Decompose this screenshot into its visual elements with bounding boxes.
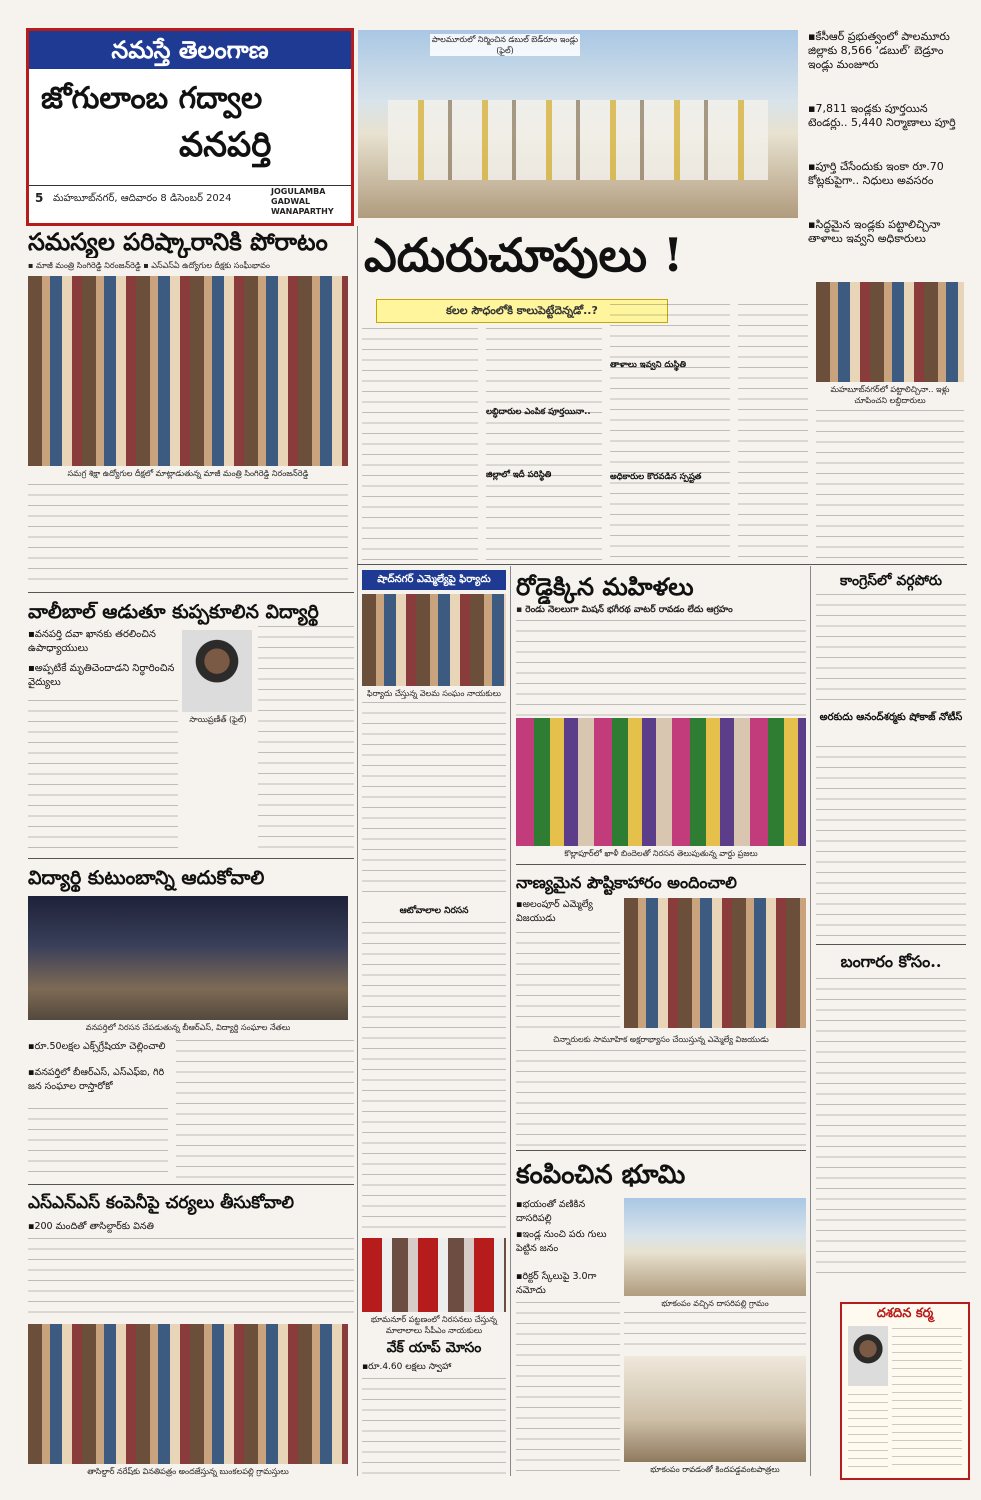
story7-bullet: ▪ ఇండ్ల నుంచి పరు గులు పెట్టిన జనం xyxy=(516,1228,616,1268)
ad-title: దశదిన కర్మ xyxy=(876,1306,934,1321)
story5-photo xyxy=(516,718,806,846)
divider xyxy=(516,864,806,865)
story5-photo-caption: కొల్లాపూర్‌లో ఖాళీ బిందెలతో నిరసన తెలుపుతున్న వార్డు ప్రజలు xyxy=(564,849,758,858)
column-divider xyxy=(510,566,511,1476)
story2-headline: వాలీబాల్ ఆడుతూ కుప్పకూలిన విద్యార్థి xyxy=(28,601,319,623)
story1-photo xyxy=(28,276,348,466)
lead-subhead: తాళాలు ఇవ్వని దుస్థితి xyxy=(610,360,686,370)
story3-photo-caption: వనపర్తిలో నిరసన చేపడుతున్న బీఆర్ఎస్, విద్యార్థి సంఘాల నేతలు xyxy=(85,1023,291,1032)
story-complaint-subhead: ఆటోవాలాల నిరసన xyxy=(399,906,469,916)
story2-bullet: ▪ అప్పటికే మృతిచెందాడని నిర్ధారించిన వైద్యులు xyxy=(28,662,178,692)
story7-photo1 xyxy=(624,1198,806,1296)
lead-subhead: లబ్ధిదారుల ఎంపిక పూర్తయినా.. xyxy=(486,407,591,417)
story3-headline: విద్యార్థి కుటుంబాన్ని ఆదుకోవాలి xyxy=(28,867,265,889)
story3-bullet: ▪ రూ.50లక్షల ఎక్స్‌గ్రేషియా చెల్లించాలి xyxy=(28,1040,168,1068)
story3-bullet: ▪ వనపర్తిలో బీఆర్ఎస్, ఎస్ఎఫ్ఐ, గిరి జన సంఘాల రాస్తారోకో xyxy=(28,1066,168,1108)
story7-photo1-caption: భూకంపం వచ్చిన దాసరిపల్లి గ్రామం xyxy=(661,1299,769,1308)
story4-body xyxy=(28,1238,354,1320)
story2-photo-caption: సాయిప్రణీత్ (ఫైల్) xyxy=(189,715,247,724)
story3-body-right xyxy=(176,1040,354,1180)
lead-subhead: అధికారుల కొరవడిన స్పష్టత xyxy=(610,472,702,482)
story4-photo xyxy=(28,1324,348,1464)
story2-photo xyxy=(182,630,252,712)
story5-headline: రోడ్డెక్కిన మహిళలు xyxy=(516,572,694,601)
story7-bullet: ▪ రిక్టర్ స్కేలుపై 3.0గా నమోదు xyxy=(516,1270,616,1298)
story1-body xyxy=(28,484,348,588)
lead-side-photo-caption: మహబూబ్‌నగర్‌లో పట్టాలిచ్చినా.. ఇళ్లు చూపించని లబ్ధిదారులు xyxy=(830,385,950,405)
story7-photo2-caption: భూకంపం రావడంతో కిందపడ్డవంటపాత్రలు xyxy=(650,1465,780,1474)
story-complaint-body xyxy=(362,702,506,900)
paper-name: నమస్తే తెలంగాణ xyxy=(29,31,351,69)
story4-bullet: ▪ 200 మందితో తాసిల్దార్‌కు వినతి xyxy=(28,1220,168,1236)
story2-body-right xyxy=(258,626,354,852)
lead-sidebar-point: ▪ పూర్తి చేసేందుకు ఇంకా రూ.70 కోట్లకుపైగా.. నిధులు అవసరం xyxy=(808,160,958,208)
story7-body-left xyxy=(516,1302,620,1476)
story6-photo xyxy=(624,898,806,1028)
lead-headline: ఎదురుచూపులు ! xyxy=(364,228,684,282)
story9-headline: బంగారం కోసం.. xyxy=(840,952,942,971)
masthead xyxy=(26,28,354,226)
divider xyxy=(816,944,966,945)
ad-portrait xyxy=(848,1326,888,1386)
lead-strap: కలల సౌధంలోకి కాలుపెట్టేదెన్నడో..? xyxy=(376,299,668,323)
story-cpm-photo xyxy=(362,1238,506,1312)
story7-headline: కంపించిన భూమి xyxy=(516,1160,686,1190)
story4-headline: ఎస్ఎన్ఎస్ కంపెనీపై చర్యలు తీసుకోవాలి xyxy=(28,1193,294,1213)
divider xyxy=(28,858,354,859)
story-cpm-photo-caption: భూమనూర్ పట్టణంలో నిరసనలు చేస్తున్న మాలాలాలు సీపీఎం నాయకులు xyxy=(370,1315,498,1335)
story7-bullet: ▪ భయంతో వణికిన దాసరిపల్లి xyxy=(516,1198,616,1226)
story6-headline: నాణ్యమైన పౌష్టికాహారం అందించాలి xyxy=(516,873,737,892)
edition-line1: జోగులాంబ గద్వాల xyxy=(41,81,263,116)
story-wakeapp-headline: వేక్ యాప్ మోసం xyxy=(386,1340,482,1356)
story-complaint-photo xyxy=(362,594,506,686)
story-auto-body xyxy=(362,922,506,1234)
story5-lead: ▪ రెండు నెలలుగా మిషన్ భగీరథ వాటర్ రావడం లేదు ఆగ్రహం xyxy=(516,605,733,615)
lead-side-body xyxy=(816,410,964,566)
column-divider xyxy=(810,566,811,1476)
story3-body xyxy=(28,1108,168,1180)
story8-subhead: అరకుదు ఆనంద్‌శర్మకు షోకాజ్ నోటీస్ xyxy=(819,712,963,723)
lead-photo-double-bedroom-houses xyxy=(358,30,798,218)
lead-body-col3 xyxy=(610,304,730,560)
story6-body xyxy=(516,1050,806,1146)
story6-photo-caption: చిన్నారులకు సామూహిక అక్షరాభ్యాసం చేయిస్తున్న ఎమ్మెల్యే విజయుడు xyxy=(553,1035,769,1044)
story6-bullet: ▪ అలంపూర్ ఎమ్మెల్యే విజయుడు xyxy=(516,898,616,930)
lead-sidebar-point: ▪ సిద్ధమైన ఇండ్లకు పట్టాలిచ్చినా తాళాలు ఇవ్వని అధికారులు xyxy=(808,218,958,274)
lead-body-col1 xyxy=(362,328,478,560)
lead-side-photo xyxy=(816,282,964,382)
story-wakeapp-bullet: ▪ రూ.4.60 లక్షలు స్వాహా xyxy=(362,1360,506,1374)
lead-photo-caption: పాలమూరులో నిర్మించిన డబుల్ బెడ్‌రూం ఇండ్లు (ఫైల్) xyxy=(431,35,579,55)
masthead-rule xyxy=(29,185,351,186)
story7-body xyxy=(624,1312,806,1352)
story1-headline: సమస్యల పరిష్కారానికి పోరాటం xyxy=(28,227,328,256)
story1-photo-caption: సమగ్ర శిక్షా ఉద్యోగుల దీక్షలో మాట్లాడుతున్న మాజీ మంత్రి సింగిరెడ్డి నిరంజన్‌రెడ్డి xyxy=(67,469,309,478)
story7-photo2 xyxy=(624,1356,806,1462)
lead-body-col2 xyxy=(486,328,602,560)
divider xyxy=(28,592,354,593)
dateline: మహబూబ్‌నగర్, ఆదివారం 8 డిసెంబర్ 2024 xyxy=(53,193,232,204)
lead-sidebar-point: ▪ కేసీఆర్ ప్రభుత్వంలో పాలమూరు జిల్లాకు 8,566 ‘డబుల్’ బెడ్రూం ఇండ్లు మంజూరు xyxy=(808,30,958,90)
story8-headline: కాంగ్రెస్‌లో వర్గపోరు xyxy=(839,573,942,589)
ad-text xyxy=(892,1328,962,1468)
column-divider xyxy=(357,226,358,1476)
story8-body xyxy=(816,594,966,706)
story3-photo xyxy=(28,896,348,1020)
story2-bullet: ▪ వనపర్తి దవా ఖానకు తరలించిన ఉపాధ్యాయులు xyxy=(28,628,178,658)
story8-subhead-body xyxy=(816,746,966,942)
story-complaint-photo-caption: ఫిర్యాదు చేస్తున్న వెలమ సంఘం నాయకులు xyxy=(367,689,501,698)
story4-photo-caption: తాసిల్దార్ నరేష్‌కు వినతిపత్రం అందజేస్తున్న బుంకలపల్లి గ్రామస్తులు xyxy=(87,1467,289,1476)
story-complaint-headline: షాద్‌నగర్ ఎమ్మెల్యేపై ఫిర్యాదు xyxy=(362,570,506,590)
divider xyxy=(28,1184,354,1185)
story-wakeapp-body xyxy=(362,1378,506,1476)
story2-body xyxy=(28,700,178,852)
story9-body xyxy=(816,978,966,1274)
ad-text-bottom xyxy=(848,1394,888,1470)
lead-body-col4 xyxy=(738,304,808,560)
edition-en: JOGULAMBA GADWAL WANAPARTHY xyxy=(271,187,334,216)
page-number: 5 xyxy=(35,191,44,205)
story5-body xyxy=(516,620,806,716)
edition-line2: వనపర్తి xyxy=(179,125,272,165)
obituary-ad xyxy=(840,1302,970,1480)
story1-subline: ▪ మాజీ మంత్రి సింగిరెడ్డి నిరంజన్‌రెడ్డి ▪ ఎస్ఎస్ఏ ఉద్యోగుల దీక్షకు సంఘీభావం xyxy=(28,261,270,270)
lead-subhead: జిల్లాలో ఇదీ పరిస్థితి xyxy=(486,470,552,480)
story6-body-left xyxy=(516,932,620,1032)
lead-sidebar-point: ▪ 7,811 ఇండ్లకు పూర్తయిన టెండర్లు.. 5,440 నిర్మాణాలు పూర్తి xyxy=(808,102,958,150)
divider xyxy=(357,564,967,565)
divider xyxy=(516,1150,806,1151)
